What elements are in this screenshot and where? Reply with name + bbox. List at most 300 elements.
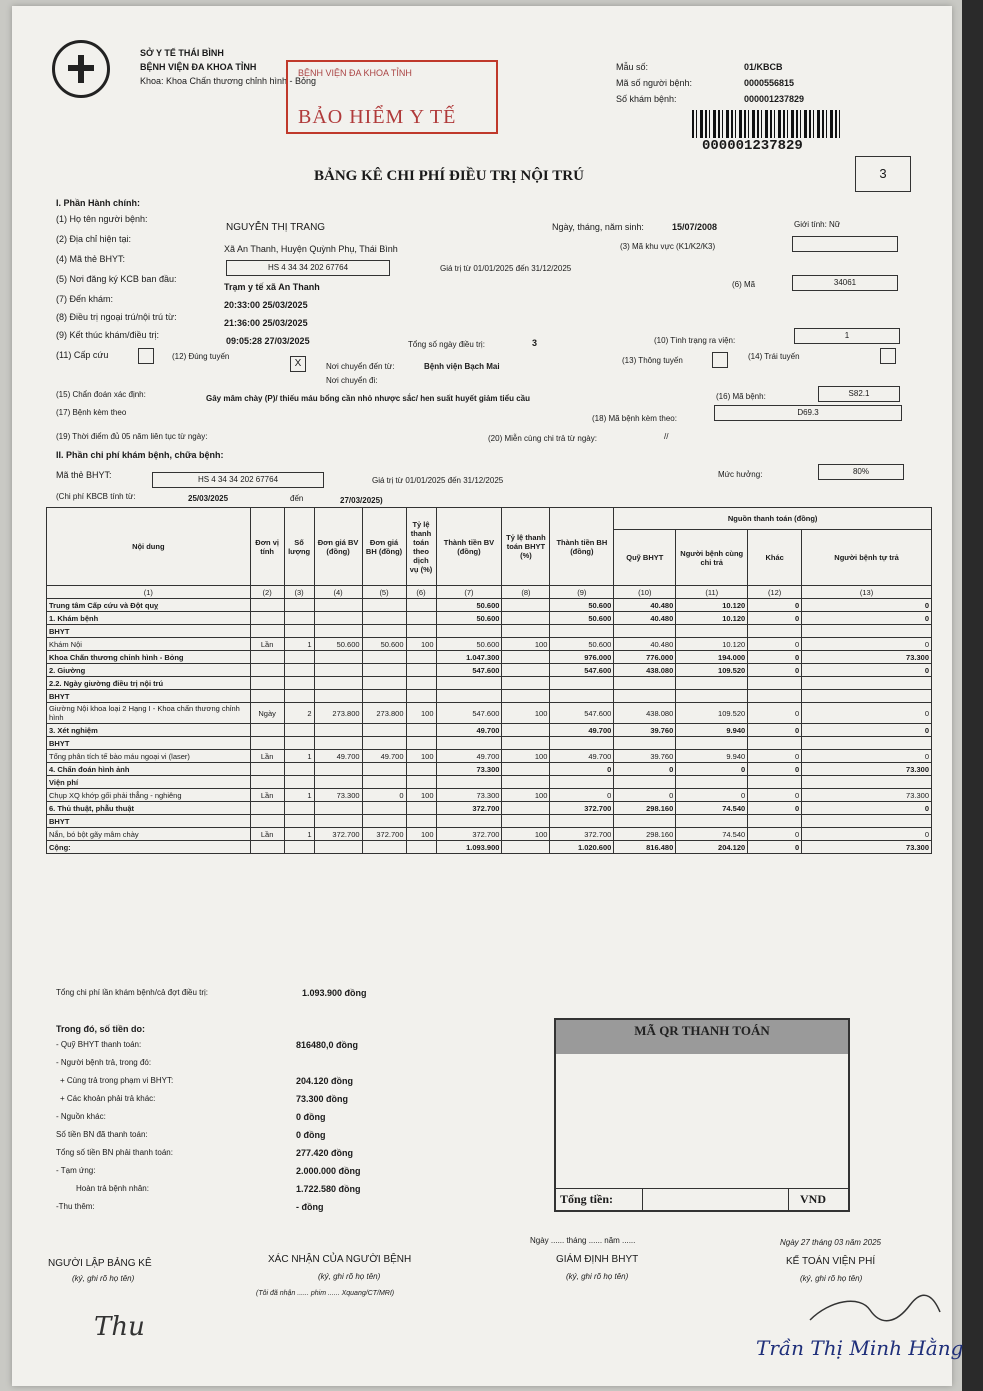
table-cell <box>284 737 314 750</box>
table-cell: 372.700 <box>362 828 406 841</box>
table-cell: 100 <box>406 703 436 724</box>
th-dg-bv: Đơn giá BV (đồng) <box>314 508 362 586</box>
table-cell <box>406 625 436 638</box>
table-cell <box>802 677 932 690</box>
table-cell: 50.600 <box>550 612 614 625</box>
column-number: (7) <box>436 586 502 599</box>
qr-footer <box>556 1188 848 1211</box>
table-cell: 372.700 <box>436 828 502 841</box>
t8: 21:36:00 25/03/2025 <box>224 318 308 328</box>
v20: // <box>664 432 669 441</box>
table-cell: 50.600 <box>436 612 502 625</box>
table-cell <box>284 677 314 690</box>
cost-table-body <box>47 599 932 854</box>
sex: Giới tính: Nữ <box>794 220 841 229</box>
table-cell <box>250 599 284 612</box>
l9: (9) Kết thúc khám/điều trị: <box>56 330 160 340</box>
table-cell <box>314 841 362 854</box>
table-cell: 273.800 <box>362 703 406 724</box>
th-khac: Khác <box>748 530 802 586</box>
column-number: (3) <box>284 586 314 599</box>
period-to: 27/03/2025) <box>340 496 383 505</box>
table-cell: 50.600 <box>436 599 502 612</box>
table-cell: 372.700 <box>550 802 614 815</box>
region-box <box>792 236 898 252</box>
table-cell: 0 <box>748 638 802 651</box>
table-cell <box>676 625 748 638</box>
l17: (17) Bệnh kèm theo <box>56 408 127 417</box>
table-cell: 0 <box>748 703 802 724</box>
table-cell <box>314 625 362 638</box>
khoa-name: Khoa: Khoa Chấn thương chỉnh hình - Bỏng <box>140 76 317 86</box>
table-row <box>47 750 932 763</box>
kcb: Trạm y tế xã An Thanh <box>224 282 320 292</box>
table-cell: 49.700 <box>436 724 502 737</box>
th-sl: Số lượng <box>284 508 314 586</box>
l10: (10) Tình trạng ra viện: <box>654 336 736 345</box>
table-cell: BHYT <box>47 625 251 638</box>
table-cell: 0 <box>748 763 802 776</box>
l20: (20) Miễn cùng chi trả từ ngày: <box>488 434 597 443</box>
table-cell <box>284 815 314 828</box>
table-cell <box>250 737 284 750</box>
table-cell <box>502 776 550 789</box>
th-dvt: Đơn vị tính <box>250 508 284 586</box>
part2-heading: II. Phần chi phí khám bệnh, chữa bệnh: <box>56 450 224 460</box>
card-label: Mã thẻ BHYT: <box>56 470 112 480</box>
table-cell: 50.600 <box>436 638 502 651</box>
table-cell: 0 <box>362 789 406 802</box>
table-cell <box>362 724 406 737</box>
table-cell: 0 <box>550 763 614 776</box>
column-number: (5) <box>362 586 406 599</box>
table-row <box>47 690 932 703</box>
totals-label: Hoàn trả bệnh nhân: <box>76 1184 149 1193</box>
column-number: (12) <box>748 586 802 599</box>
qr-payment-box <box>554 1018 850 1212</box>
table-cell <box>614 737 676 750</box>
table-cell <box>406 677 436 690</box>
patient-name: NGUYỄN THỊ TRANG <box>226 222 326 233</box>
table-cell <box>550 677 614 690</box>
table-cell <box>802 815 932 828</box>
column-number-row <box>47 586 932 599</box>
table-cell: 0 <box>802 638 932 651</box>
table-cell <box>502 763 550 776</box>
emergency-checkbox[interactable] <box>138 348 154 364</box>
table-cell <box>676 677 748 690</box>
table-cell: 0 <box>748 612 802 625</box>
totals-label: - Nguồn khác: <box>56 1112 106 1121</box>
totals-label: - Người bệnh trả, trong đó: <box>56 1058 152 1067</box>
l14: (14) Trái tuyến <box>748 352 800 361</box>
signer-1-note: (ký, ghi rõ họ tên) <box>72 1274 135 1283</box>
table-cell: 73.300 <box>802 763 932 776</box>
table-cell <box>436 677 502 690</box>
table-row <box>47 651 932 664</box>
table-cell <box>406 651 436 664</box>
column-number: (13) <box>802 586 932 599</box>
dob: 15/07/2008 <box>672 222 718 232</box>
table-cell <box>406 690 436 703</box>
signature-left: Thu <box>94 1312 145 1342</box>
table-cell: 74.540 <box>676 828 748 841</box>
l11: (11) Cấp cứu <box>56 350 109 360</box>
table-cell: BHYT <box>47 737 251 750</box>
table-row <box>47 599 932 612</box>
table-cell <box>502 664 550 677</box>
table-cell: 1 <box>284 638 314 651</box>
table-cell <box>284 776 314 789</box>
l2: (2) Địa chỉ hiện tại: <box>56 234 132 244</box>
days-label: Tổng số ngày điều trị: <box>408 340 485 349</box>
table-cell: 547.600 <box>436 703 502 724</box>
date-left: Ngày ...... tháng ...... năm ...... <box>530 1236 636 1245</box>
table-cell <box>284 651 314 664</box>
table-cell <box>676 690 748 703</box>
table-cell: Lần <box>250 750 284 763</box>
barcode-icon <box>692 110 842 138</box>
table-cell: 0 <box>748 599 802 612</box>
signer-2-note: (ký, ghi rõ họ tên) <box>318 1272 381 1281</box>
table-cell: 0 <box>748 651 802 664</box>
table-cell: 0 <box>802 802 932 815</box>
table-cell <box>362 612 406 625</box>
total-value: 1.093.900 đồng <box>302 988 367 998</box>
l13: (13) Thông tuyến <box>622 356 683 365</box>
table-row <box>47 703 932 724</box>
table-row <box>47 724 932 737</box>
signer-3-note: (ký, ghi rõ họ tên) <box>566 1272 629 1281</box>
table-cell: 100 <box>502 750 550 763</box>
table-cell <box>676 776 748 789</box>
table-row <box>47 776 932 789</box>
table-cell: 1 <box>284 789 314 802</box>
right-route-checkbox[interactable]: X <box>290 356 306 372</box>
column-number: (6) <box>406 586 436 599</box>
l15: (15) Chẩn đoán xác định: <box>56 390 146 399</box>
th-tutra: Người bệnh tự trả <box>802 530 932 586</box>
table-cell: 547.600 <box>550 664 614 677</box>
in-which: Trong đó, số tiền do: <box>56 1024 145 1034</box>
table-cell <box>314 724 362 737</box>
table-cell: 776.000 <box>614 651 676 664</box>
totals-label: + Cùng trả trong phạm vi BHYT: <box>60 1076 174 1085</box>
table-cell: 2. Giường <box>47 664 251 677</box>
table-cell <box>284 841 314 854</box>
table-cell: 73.300 <box>802 651 932 664</box>
table-cell: 0 <box>802 599 932 612</box>
table-cell <box>284 612 314 625</box>
table-cell: 1.047.300 <box>436 651 502 664</box>
table-cell: 9.940 <box>676 724 748 737</box>
l6: (6) Mã <box>732 280 756 289</box>
table-cell <box>284 724 314 737</box>
table-cell <box>250 776 284 789</box>
th-nguon: Nguồn thanh toán (đồng) <box>614 508 932 530</box>
table-cell <box>748 737 802 750</box>
signature-right: Trần Thị Minh Hằng <box>756 1336 964 1360</box>
l1: (1) Họ tên người bệnh: <box>56 214 148 224</box>
table-cell <box>284 802 314 815</box>
table-cell <box>250 677 284 690</box>
table-cell <box>614 815 676 828</box>
table-row <box>47 828 932 841</box>
table-cell <box>502 724 550 737</box>
table-cell: 2 <box>284 703 314 724</box>
table-cell: 73.300 <box>314 789 362 802</box>
signer-4-note: (ký, ghi rõ họ tên) <box>800 1274 863 1283</box>
table-cell: 372.700 <box>436 802 502 815</box>
bhyt-box: HS 4 34 34 202 67764 <box>226 260 390 276</box>
transfer2: Nơi chuyển đi: <box>326 376 378 385</box>
table-cell: 547.600 <box>436 664 502 677</box>
table-cell <box>502 802 550 815</box>
table-cell: 194.000 <box>676 651 748 664</box>
table-cell <box>284 625 314 638</box>
table-cell: Viện phí <box>47 776 251 789</box>
table-cell: 438.080 <box>614 703 676 724</box>
table-cell <box>406 612 436 625</box>
table-cell: 49.700 <box>436 750 502 763</box>
table-cell: 9.940 <box>676 750 748 763</box>
signer-2-extra: (Tôi đã nhận ...... phim ...... Xquang/CT/MRI) <box>256 1290 395 1297</box>
table-cell <box>314 776 362 789</box>
table-cell <box>284 763 314 776</box>
exam-no-label: Số khám bệnh: <box>616 94 677 104</box>
table-cell <box>748 677 802 690</box>
thong-tuyen-checkbox[interactable] <box>712 352 728 368</box>
table-cell <box>802 776 932 789</box>
table-cell: BHYT <box>47 690 251 703</box>
th-noi-dung: Nội dung <box>47 508 251 586</box>
table-cell: 0 <box>676 763 748 776</box>
table-cell: 50.600 <box>550 638 614 651</box>
totals-label: + Các khoản phải trả khác: <box>60 1094 156 1103</box>
table-cell <box>802 625 932 638</box>
l8: (8) Điều trị ngoại trú/nội trú từ: <box>56 312 177 322</box>
table-cell: 100 <box>502 703 550 724</box>
table-cell: 109.520 <box>676 703 748 724</box>
mau-so: 01/KBCB <box>744 62 783 72</box>
table-cell: Chụp XQ khớp gối phải thẳng - nghiêng <box>47 789 251 802</box>
totals-value: 0 đồng <box>296 1112 326 1122</box>
total-label: Tổng chi phí lần khám bệnh/cả đợt điều trị: <box>56 988 208 997</box>
table-cell <box>362 625 406 638</box>
table-cell <box>362 677 406 690</box>
table-cell <box>502 815 550 828</box>
table-cell: Lần <box>250 638 284 651</box>
table-cell: Trung tâm Cấp cứu và Đột quỵ <box>47 599 251 612</box>
table-cell <box>406 724 436 737</box>
l5: (5) Nơi đăng ký KCB ban đầu: <box>56 274 177 284</box>
table-cell <box>502 690 550 703</box>
table-cell <box>550 737 614 750</box>
table-cell: 40.480 <box>614 612 676 625</box>
ma6-box: 34061 <box>792 275 898 291</box>
table-cell: 0 <box>802 612 932 625</box>
table-cell: 1. Khám bệnh <box>47 612 251 625</box>
table-cell: Ngày <box>250 703 284 724</box>
table-cell: 100 <box>502 828 550 841</box>
table-cell <box>802 737 932 750</box>
table-cell <box>502 651 550 664</box>
scan-edge <box>962 0 983 1391</box>
table-row <box>47 638 932 651</box>
table-cell <box>250 612 284 625</box>
totals-value: 816480,0 đồng <box>296 1040 359 1050</box>
table-cell <box>550 690 614 703</box>
table-cell <box>406 776 436 789</box>
totals-value: 0 đồng <box>296 1130 326 1140</box>
days: 3 <box>532 338 538 348</box>
l18: (18) Mã bệnh kèm theo: <box>592 414 677 423</box>
table-cell <box>614 625 676 638</box>
table-cell: 0 <box>802 750 932 763</box>
table-cell <box>550 815 614 828</box>
totals-label: - Quỹ BHYT thanh toán: <box>56 1040 142 1049</box>
table-cell <box>802 690 932 703</box>
table-cell <box>362 664 406 677</box>
table-cell: 273.800 <box>314 703 362 724</box>
table-cell: 50.600 <box>314 638 362 651</box>
table-row <box>47 737 932 750</box>
table-cell <box>502 599 550 612</box>
table-cell: 0 <box>748 724 802 737</box>
signer-3: GIÁM ĐỊNH BHYT <box>556 1254 639 1265</box>
table-cell <box>250 841 284 854</box>
table-cell: 1.020.600 <box>550 841 614 854</box>
table-cell <box>284 664 314 677</box>
table-cell <box>250 724 284 737</box>
table-cell <box>362 599 406 612</box>
table-cell: 372.700 <box>550 828 614 841</box>
l4: (4) Mã thẻ BHYT: <box>56 254 126 264</box>
table-cell: 73.300 <box>802 789 932 802</box>
table-cell: 0 <box>748 750 802 763</box>
trai-tuyen-checkbox[interactable] <box>880 348 896 364</box>
table-cell: 6. Thủ thuật, phẫu thuật <box>47 802 251 815</box>
table-cell <box>748 690 802 703</box>
l7: (7) Đến khám: <box>56 294 114 304</box>
table-row <box>47 612 932 625</box>
table-cell: 39.760 <box>614 724 676 737</box>
table-cell: 0 <box>550 789 614 802</box>
v16-box: S82.1 <box>818 386 900 402</box>
table-cell: 0 <box>748 828 802 841</box>
column-number: (11) <box>676 586 748 599</box>
table-cell <box>406 599 436 612</box>
table-row <box>47 763 932 776</box>
signer-2: XÁC NHẬN CỦA NGƯỜI BỆNH <box>268 1254 412 1265</box>
table-cell <box>314 690 362 703</box>
table-cell <box>314 612 362 625</box>
table-cell: 0 <box>676 789 748 802</box>
table-cell <box>502 737 550 750</box>
table-cell: 40.480 <box>614 638 676 651</box>
valid: Giá trị từ 01/01/2025 đến 31/12/2025 <box>440 264 572 273</box>
table-cell <box>314 599 362 612</box>
th-tt-bv: Thành tiền BV (đồng) <box>436 508 502 586</box>
th-tyle-bh: Tỷ lệ thanh toán BHYT (%) <box>502 508 550 586</box>
table-cell <box>436 776 502 789</box>
table-cell: 0 <box>748 664 802 677</box>
table-cell: 73.300 <box>802 841 932 854</box>
table-cell: 0 <box>614 789 676 802</box>
table-cell <box>406 664 436 677</box>
table-cell <box>406 815 436 828</box>
table-cell <box>250 625 284 638</box>
table-cell: 10.120 <box>676 638 748 651</box>
column-number: (1) <box>47 586 251 599</box>
table-cell <box>614 690 676 703</box>
v18-box: D69.3 <box>714 405 902 421</box>
l3: (3) Mã khu vực (K1/K2/K3) <box>620 242 716 251</box>
signer-4: KẾ TOÁN VIỆN PHÍ <box>786 1256 876 1267</box>
period-label: (Chi phí KBCB tính từ: <box>56 492 136 501</box>
table-cell: Nắn, bó bột gãy mâm chày <box>47 828 251 841</box>
table-cell: 73.300 <box>436 789 502 802</box>
table-cell: 39.760 <box>614 750 676 763</box>
table-cell: 100 <box>406 638 436 651</box>
rate-box: 80% <box>818 464 904 480</box>
column-number: (8) <box>502 586 550 599</box>
table-cell: 1 <box>284 828 314 841</box>
table-cell <box>250 651 284 664</box>
t7: 20:33:00 25/03/2025 <box>224 300 308 310</box>
table-cell: Tổng phân tích tế bào máu ngoại vi (laser) <box>47 750 251 763</box>
page-number: 3 <box>855 156 911 192</box>
table-cell <box>362 737 406 750</box>
signature-scribble-icon <box>800 1290 950 1330</box>
table-cell <box>314 664 362 677</box>
card-box: HS 4 34 34 202 67764 <box>152 472 324 488</box>
totals-value: 277.420 đồng <box>296 1148 354 1158</box>
table-cell <box>314 651 362 664</box>
table-cell: 0 <box>802 828 932 841</box>
table-cell <box>362 776 406 789</box>
table-cell <box>614 776 676 789</box>
table-cell: 100 <box>502 789 550 802</box>
table-cell: 10.120 <box>676 612 748 625</box>
table-cell: 438.080 <box>614 664 676 677</box>
stamp-text: BẢO HIỂM Y TẾ <box>298 106 457 128</box>
card-valid: Giá trị từ 01/01/2025 đến 31/12/2025 <box>372 476 504 485</box>
table-cell <box>748 776 802 789</box>
exam-no: 000001237829 <box>744 94 805 104</box>
table-row <box>47 789 932 802</box>
totals-label: - Tạm ứng: <box>56 1166 96 1175</box>
insurance-stamp <box>286 60 498 134</box>
table-cell: Lần <box>250 828 284 841</box>
totals-value: 204.120 đồng <box>296 1076 354 1086</box>
table-cell <box>502 612 550 625</box>
table-row <box>47 841 932 854</box>
table-cell <box>436 690 502 703</box>
table-cell <box>362 763 406 776</box>
column-number: (4) <box>314 586 362 599</box>
table-cell <box>362 690 406 703</box>
table-cell <box>436 625 502 638</box>
table-cell <box>284 690 314 703</box>
part1-heading: I. Phần Hành chính: <box>56 198 141 208</box>
l12: (12) Đúng tuyến <box>172 352 230 361</box>
table-cell: 100 <box>406 828 436 841</box>
l19: (19) Thời điểm đủ 05 năm liên tục từ ngày: <box>56 432 208 441</box>
totals-label: Tổng số tiền BN phải thanh toán: <box>56 1148 173 1157</box>
table-cell <box>314 802 362 815</box>
barcode-text: 000001237829 <box>702 138 803 154</box>
